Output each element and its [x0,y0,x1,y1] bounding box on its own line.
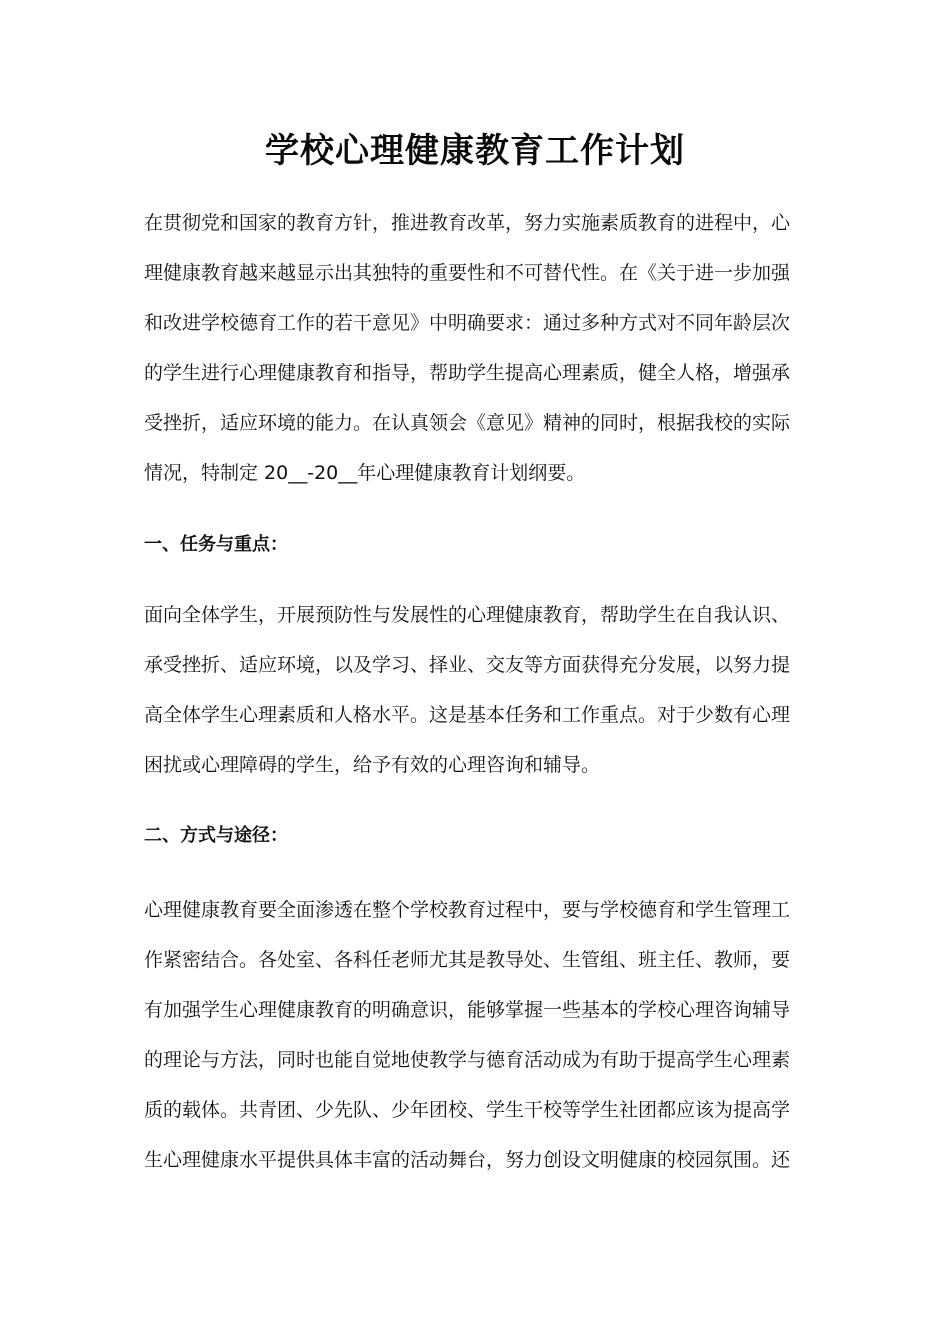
paragraph-line: 承受挫折、适应环境，以及学习、择业、交友等方面获得充分发展，以努力提 [144,654,791,676]
paragraph-line: 情况，特制定 20__-20__年心理健康教育计划纲要。 [144,462,586,484]
paragraph-line: 心理健康教育要全面渗透在整个学校教育过程中，要与学校德育和学生管理工 [144,899,791,921]
paragraph-line: 在贯彻党和国家的教育方针，推进教育改革，努力实施素质教育的进程中，心 [144,212,791,234]
section-heading-methods: 二、方式与途径： [144,825,288,846]
paragraph-line: 面向全体学生，开展预防性与发展性的心理健康教育，帮助学生在自我认识、 [144,604,791,626]
paragraph-line: 生心理健康水平提供具体丰富的活动舞台，努力创设文明健康的校园氛围。还 [144,1149,791,1171]
paragraph-line: 受挫折，适应环境的能力。在认真领会《意见》精神的同时，根据我校的实际 [144,412,791,434]
document-title: 学校心理健康教育工作计划 [265,131,685,171]
tasks-paragraph [144,590,808,790]
paragraph-line: 理健康教育越来越显示出其独特的重要性和不可替代性。在《关于进一步加强 [144,262,791,284]
paragraph-line: 的学生进行心理健康教育和指导，帮助学生提高心理素质，健全人格，增强承 [144,362,791,384]
paragraph-line: 有加强学生心理健康教育的明确意识，能够掌握一些基本的学校心理咨询辅导 [144,999,791,1021]
section-heading-tasks: 一、任务与重点： [144,534,288,555]
paragraph-line: 和改进学校德育工作的若干意见》中明确要求：通过多种方式对不同年龄层次 [144,312,791,334]
paragraph-line: 质的载体。共青团、少先队、少年团校、学生干校等学生社团都应该为提高学 [144,1099,791,1121]
paragraph-line: 的理论与方法，同时也能自觉地使教学与德育活动成为有助于提高学生心理素 [144,1049,791,1071]
intro-paragraph [144,198,808,498]
paragraph-line: 困扰或心理障碍的学生，给予有效的心理咨询和辅导。 [144,754,601,776]
methods-paragraph [144,885,808,1185]
paragraph-line: 高全体学生心理素质和人格水平。这是基本任务和工作重点。对于少数有心理 [144,704,791,726]
paragraph-line: 作紧密结合。各处室、各科任老师尤其是教导处、生管组、班主任、教师，要 [144,949,791,971]
